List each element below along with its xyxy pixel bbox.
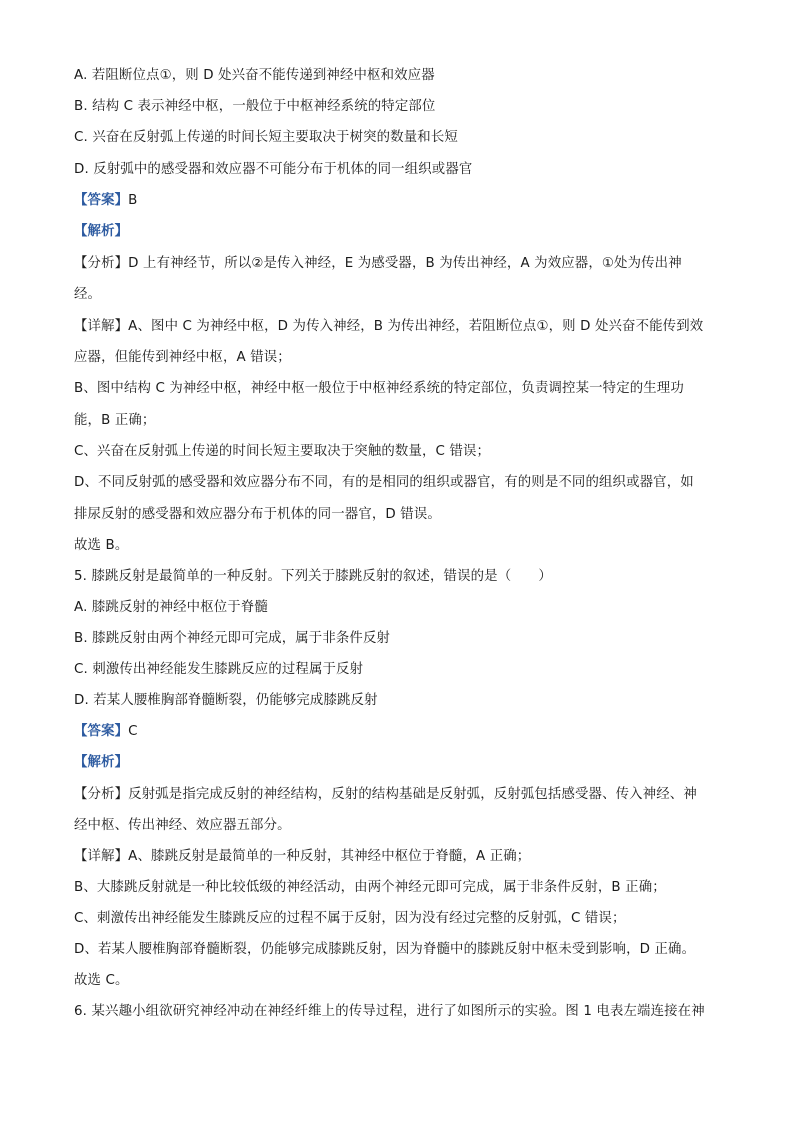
xiangjie-text: A、膝跳反射是最简单的一种反射，其神经中枢位于脊髓，A 正确； [128, 849, 531, 864]
q5-fenxi-line-1 [74, 785, 734, 805]
q4-conclusion: 故选 B。 [74, 538, 129, 553]
q4-option-a: A. 若阻断位点①，则 D 处兴奋不能传递到神经中枢和效应器 [74, 68, 435, 83]
q4-xiangjie-line-5: C、兴奋在反射弧上传递的时间长短主要取决于突触的数量，C 错误； [74, 444, 491, 459]
answer-tag: 【答案】 [74, 193, 129, 208]
q4-fenxi-line-2: 经。 [74, 287, 102, 302]
q4-xiangjie-line-1 [74, 317, 734, 337]
xiangjie-tag: 【详解】 [74, 849, 129, 864]
answer-value: C [128, 724, 138, 739]
q5-option-d: D. 若某人腰椎胸部脊髓断裂，仍能够完成膝跳反射 [74, 693, 378, 708]
q4-option-d: D. 反射弧中的感受器和效应器不可能分布于机体的同一组织或器官 [74, 162, 473, 177]
q5-analysis-heading [74, 753, 734, 773]
q5-stem: 5. 膝跳反射是最简单的一种反射。下列关于膝跳反射的叙述，错误的是（ ） [74, 569, 552, 584]
fenxi-tag: 【分析】 [74, 256, 129, 271]
fenxi-text: 反射弧是指完成反射的神经结构，反射的结构基础是反射弧，反射弧包括感受器、传入神经、神 [128, 787, 697, 802]
q5-option-b: B. 膝跳反射由两个神经元即可完成，属于非条件反射 [74, 631, 391, 646]
q4-xiangjie-line-4: 能，B 正确； [74, 413, 156, 428]
q6-stem: 6. 某兴趣小组欲研究神经冲动在神经纤维上的传导过程，进行了如图所示的实验。图 1 电表左端连接在神 [74, 1004, 705, 1019]
q5-option-c: C. 刺激传出神经能发生膝跳反应的过程属于反射 [74, 662, 364, 677]
fenxi-text: D 上有神经节，所以②是传入神经，E 为感受器，B 为传出神经，A 为效应器，①处为传出神 [128, 256, 682, 271]
q5-answer [74, 722, 734, 742]
q4-xiangjie-line-2: 应器，但能传到神经中枢，A 错误； [74, 350, 291, 365]
q4-option-c: C. 兴奋在反射弧上传递的时间长短主要取决于树突的数量和长短 [74, 130, 458, 145]
q4-answer [74, 191, 734, 211]
q5-fenxi-line-2: 经中枢、传出神经、效应器五部分。 [74, 818, 291, 833]
answer-value: B [128, 193, 138, 208]
q5-xiangjie-line-1 [74, 847, 734, 867]
answer-tag: 【答案】 [74, 724, 129, 739]
xiangjie-text: A、图中 C 为神经中枢，D 为传入神经，B 为传出神经，若阻断位点①，则 D 处兴奋不能传到效 [128, 319, 704, 334]
q4-analysis-heading [74, 222, 734, 242]
analysis-tag: 【解析】 [74, 224, 129, 239]
q5-xiangjie-line-4: D、若某人腰椎胸部脊髓断裂，仍能够完成膝跳反射，因为脊髓中的膝跳反射中枢未受到影响，D 正确。 [74, 942, 696, 957]
q4-option-b: B. 结构 C 表示神经中枢，一般位于中枢神经系统的特定部位 [74, 99, 436, 114]
q4-xiangjie-line-6: D、不同反射弧的感受器和效应器分布不同，有的是相同的组织或器官，有的则是不同的组织或器官，如 [74, 475, 694, 490]
q5-xiangjie-line-2: B、大膝跳反射就是一种比较低级的神经活动，由两个神经元即可完成，属于非条件反射，B 正确； [74, 880, 666, 895]
fenxi-tag: 【分析】 [74, 787, 129, 802]
q4-fenxi-line-1 [74, 254, 734, 274]
q5-xiangjie-line-3: C、刺激传出神经能发生膝跳反应的过程不属于反射，因为没有经过完整的反射弧，C 错误； [74, 911, 626, 926]
q4-xiangjie-line-7: 排尿反射的感受器和效应器分布于机体的同一器官，D 错误。 [74, 507, 441, 522]
q4-xiangjie-line-3: B、图中结构 C 为神经中枢，神经中枢一般位于中枢神经系统的特定部位，负责调控某一特定的生理功 [74, 381, 684, 396]
q5-option-a: A. 膝跳反射的神经中枢位于脊髓 [74, 600, 268, 615]
xiangjie-tag: 【详解】 [74, 319, 129, 334]
q5-conclusion: 故选 C。 [74, 973, 129, 988]
analysis-tag: 【解析】 [74, 755, 129, 770]
